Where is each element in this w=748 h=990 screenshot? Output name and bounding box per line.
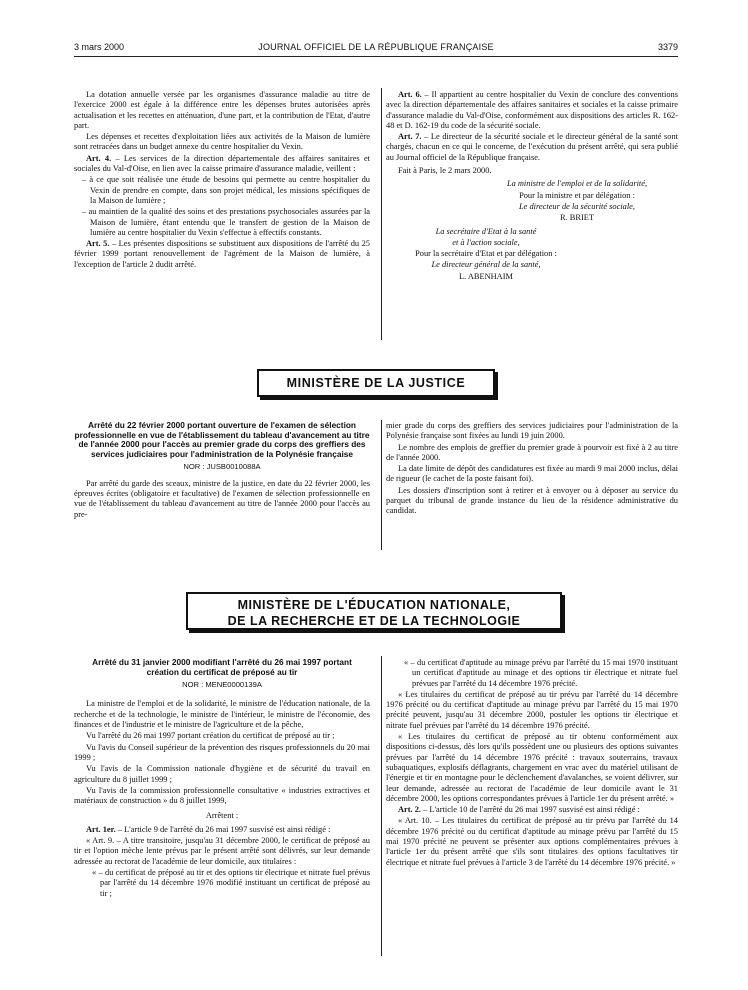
article-label: Art. 7. — [398, 132, 422, 142]
page-header — [74, 42, 678, 56]
ministry-education-line1: MINISTÈRE DE L'ÉDUCATION NATIONALE, — [237, 598, 511, 612]
justice-left-column — [74, 421, 370, 521]
signature-title: La secrétaire d'Etat à la santé — [435, 226, 537, 236]
nor-reference: NOR : MENE0000139A — [182, 680, 262, 690]
list-item: « – du certificat de préposé au tir et des options tir électrique et nitrate fuel prévus par l'arrêté du 14 décembre 1976 modifié instituant un certificat de préposé au tir ; — [92, 867, 370, 898]
paragraph: Le nombre des emplois de greffier du premier grade à pourvoir est fixé à 2 au titre de l'année 2000. — [386, 442, 678, 462]
article-text: – Il appartient au centre hospitalier du Vexin de conclure des conventions avec la direction départementale des affaires sanitaires et sociales et la caisse primaire d'assurance maladie du Val-d'Oise, conformément aux dispositions des articles R. 162-48 et D. 162-19 du code de la sécurité sociale. — [386, 90, 678, 130]
signature-delegation: Pour la secrétaire d'Etat et par délégation : — [415, 249, 557, 259]
article-1 — [74, 825, 370, 835]
article-text: – Le directeur de la sécurité sociale et le directeur général de la santé sont chargés, chacun en ce qui le concerne, de l'exécution du présent arrêté, qui sera publié au Journal officiel de la République française. — [386, 132, 678, 162]
paragraph: « Les titulaires du certificat de préposé au tir prévu par l'arrêté du 14 décembre 1976 précité ou du certificat d'aptitude au minage prévu par l'arrêté du 15 mai 1970 précité peuvent, jusqu'au 31 décembre 2000, postuler les options tir électrique et nitrate fuel prévues par l'arrêté du 14 décembre 1976 précité. — [386, 689, 678, 730]
header-page-number: 3379 — [657, 42, 678, 52]
header-rule — [74, 56, 678, 57]
article-2 — [386, 805, 678, 815]
ministry-education-line2: DE LA RECHERCHE ET DE LA TECHNOLOGIE — [227, 614, 521, 628]
signature-role: Le directeur général de la santé, — [431, 260, 541, 270]
article-label: Art. 5. — [86, 239, 110, 249]
signature-name: R. BRIET — [560, 213, 594, 223]
education-left-column — [74, 658, 370, 900]
article-text: – Les présentes dispositions se substituent aux dispositions de l'arrêté du 25 février 1999 portant renouvellement de l'agrément de la Maison de lumière, à l'exception de l'article 2 dudit arrêté. — [74, 239, 370, 269]
paragraph: « Art. 9. – A titre transitoire, jusqu'au 31 décembre 2000, le certificat de préposé au tir et l'option mèche lente prévus par le présent arrêté sont délivrés, sur leur demande adressée au rectorat de l'académie de leur domicile, aux titulaires : — [74, 836, 370, 866]
list-item: – à ce que soit réalisée une étude de besoins qui permette au centre hospitalier du Vexin de prendre en compte, dans son projet médical, les missions spécifiques de la Maison de lumière ; — [82, 175, 370, 205]
article-text: – L'article 10 de l'arrêté du 26 mai 1997 susvisé est ainsi rédigé : — [421, 805, 640, 815]
education-right-column — [386, 658, 678, 869]
article-label: Art. 4. — [86, 153, 112, 163]
paragraph: Vu l'avis de la commission professionnelle consultative « industries extractives et matériaux de construction » du 8 juillet 1999, — [74, 785, 370, 806]
top-left-column — [74, 90, 370, 271]
paragraph: mier grade du corps des greffiers des services judiciaires pour l'administration de la Polynésie française sont fixées au lundi 19 juin 2000. — [386, 421, 678, 441]
list-item: – au maintien de la qualité des soins et des prestations psychosociales assurées par la Maison de lumière, étant entendu que le transfert de gestion de la Maison de lumière au centre hospitalier du Vexin s'effectue à effectifs constants. — [82, 207, 370, 237]
justice-right-column — [386, 421, 678, 518]
header-journal-title: JOURNAL OFFICIEL DE LA RÉPUBLIQUE FRANÇAISE — [258, 42, 494, 52]
signature-delegation: Pour la ministre et par délégation : — [519, 190, 635, 200]
decree-title: Arrêté du 22 février 2000 portant ouverture de l'examen de sélection professionnelle en vue de l'établissement du tableau d'avancement au titre de l'année 2000 pour l'accès au premier grade du corps des greffiers des services judiciaires pour l'administration de la Polynésie française — [74, 420, 370, 459]
signature-block-2 — [386, 227, 586, 282]
signature-title: et à l'action sociale, — [452, 237, 520, 247]
signature-name: L. ABENHAIM — [459, 271, 513, 281]
fait-line: Fait à Paris, le 2 mars 2000. — [398, 166, 492, 176]
paragraph: Vu l'arrêté du 26 mai 1997 portant création du certificat de préposé au tir ; — [86, 731, 335, 741]
paragraph: Vu l'avis de la Commission nationale d'hygiène et de sécurité du travail en agriculture du 8 juillet 1999 ; — [74, 764, 370, 784]
nor-reference: NOR : JUSB0010088A — [183, 462, 261, 472]
paragraph: La ministre de l'emploi et de la solidarité, le ministre de l'éducation nationale, de la recherche et de la technologie, le ministre de l'intérieur, le ministre de l'économie, des finances et de l'industrie et le ministre de l'agriculture et de la pêche, — [74, 699, 370, 730]
article-7 — [386, 132, 678, 163]
article-label: Art. 6. — [398, 90, 422, 99]
ministry-justice-banner — [257, 369, 495, 397]
signature-block-1 — [476, 179, 678, 223]
paragraph: « Les titulaires du certificat de préposé au tir obtenu conformément aux dispositions ci-dessus, dès lors qu'ils possèdent une ou plusieurs des options suivantes prévues par l'arrêté du 14 décembre 1976 précité : travaux souterrains, travaux subaquatiques, explosifs déflagrants, chargement en vrac avec du matériel utilisant de l'énergie et tir en montagne pour le déclenchement d'avalanches, se voient délivrer, sur leur demande, adressée au rectorat de l'académie de leur domicile avant le 31 décembre 2000, les options correspondantes prévues à l'article 1er du présent arrêté. » — [386, 732, 678, 803]
article-label: Art. 2. — [398, 805, 422, 815]
paragraph: Par arrêté du garde des sceaux, ministre de la justice, en date du 22 février 2000, les épreuves écrites (obligatoire et facultative) de l'examen de sélection professionnelle en vue de l'établissement du tableau d'avancement au titre de l'année 2000 pour l'accès au pre- — [74, 478, 370, 519]
ministry-education-banner — [186, 592, 562, 630]
header-date: 3 mars 2000 — [74, 42, 125, 52]
column-divider — [381, 88, 382, 340]
paragraph: La date limite de dépôt des candidatures est fixée au mardi 9 mai 2000 inclus, délai de rigueur (le cachet de la poste faisant foi). — [386, 464, 678, 484]
article-6 — [386, 90, 678, 131]
paragraph: Les dépenses et recettes d'exploitation liées aux activités de la Maison de lumière sont retracées dans un budget annexe du centre hospitalier du Vexin. — [74, 132, 370, 152]
column-divider — [381, 420, 382, 550]
article-5 — [74, 239, 370, 270]
ministry-justice-title: MINISTÈRE DE LA JUSTICE — [286, 376, 466, 390]
paragraph: « Art. 10. – Les titulaires du certificat de préposé au tir prévu par l'arrêté du 14 décembre 1976 précité ou du certificat d'aptitude au minage prévu par l'arrêté du 15 mai 1970 précité ne peuvent se présenter aux options complémentaires prévues à l'article 1er du présent arrêté que s'ils sont titulaires des options facultatives tir électrique et nitrate fuel prévues à l'article 3 de l'arrêté du 14 décembre 1976 précité. » — [386, 816, 678, 867]
paragraph: La dotation annuelle versée par les organismes d'assurance maladie au titre de l'exercice 2000 est égale à la différence entre les dépenses brutes autorisées après actualisation et les recettes en atténuation, d'une part, et la contribution de l'Etat, d'autre part. — [74, 90, 370, 130]
article-text: – L'article 9 de l'arrêté du 26 mai 1997 susvisé est ainsi rédigé : — [115, 824, 331, 834]
article-text: – Les services de la direction départementale des affaires sanitaires et sociales du Val-d'Oise, en lien avec la caisse primaire d'assurance maladie, veillent : — [74, 153, 371, 174]
article-4 — [74, 154, 370, 175]
list-item: « – du certificat d'aptitude au minage prévu par l'arrêté du 15 mai 1970 instituant un certificat d'aptitude au minage et des options tir électrique et nitrate fuel prévues par l'arrêté du 14 décembre 1976 précité. — [404, 658, 678, 688]
decree-title: Arrêté du 31 janvier 2000 modifiant l'arrêté du 26 mai 1997 portant création du certificat de préposé au tir — [92, 657, 352, 677]
arretent: Arrêtent : — [205, 811, 239, 821]
paragraph: Les dossiers d'inscription sont à retirer et à envoyer ou à déposer au service du parquet du tribunal de grande instance du lieu de la résidence administrative du candidat. — [386, 485, 678, 516]
column-divider — [381, 656, 382, 956]
top-right-column — [386, 90, 678, 283]
signature-role: Le directeur de la sécurité sociale, — [519, 201, 635, 211]
paragraph: Vu l'avis du Conseil supérieur de la prévention des risques professionnels du 20 mai 1999 ; — [74, 742, 370, 762]
article-label: Art. 1er. — [86, 824, 116, 834]
signature-title: La ministre de l'emploi et de la solidarité, — [506, 179, 648, 189]
